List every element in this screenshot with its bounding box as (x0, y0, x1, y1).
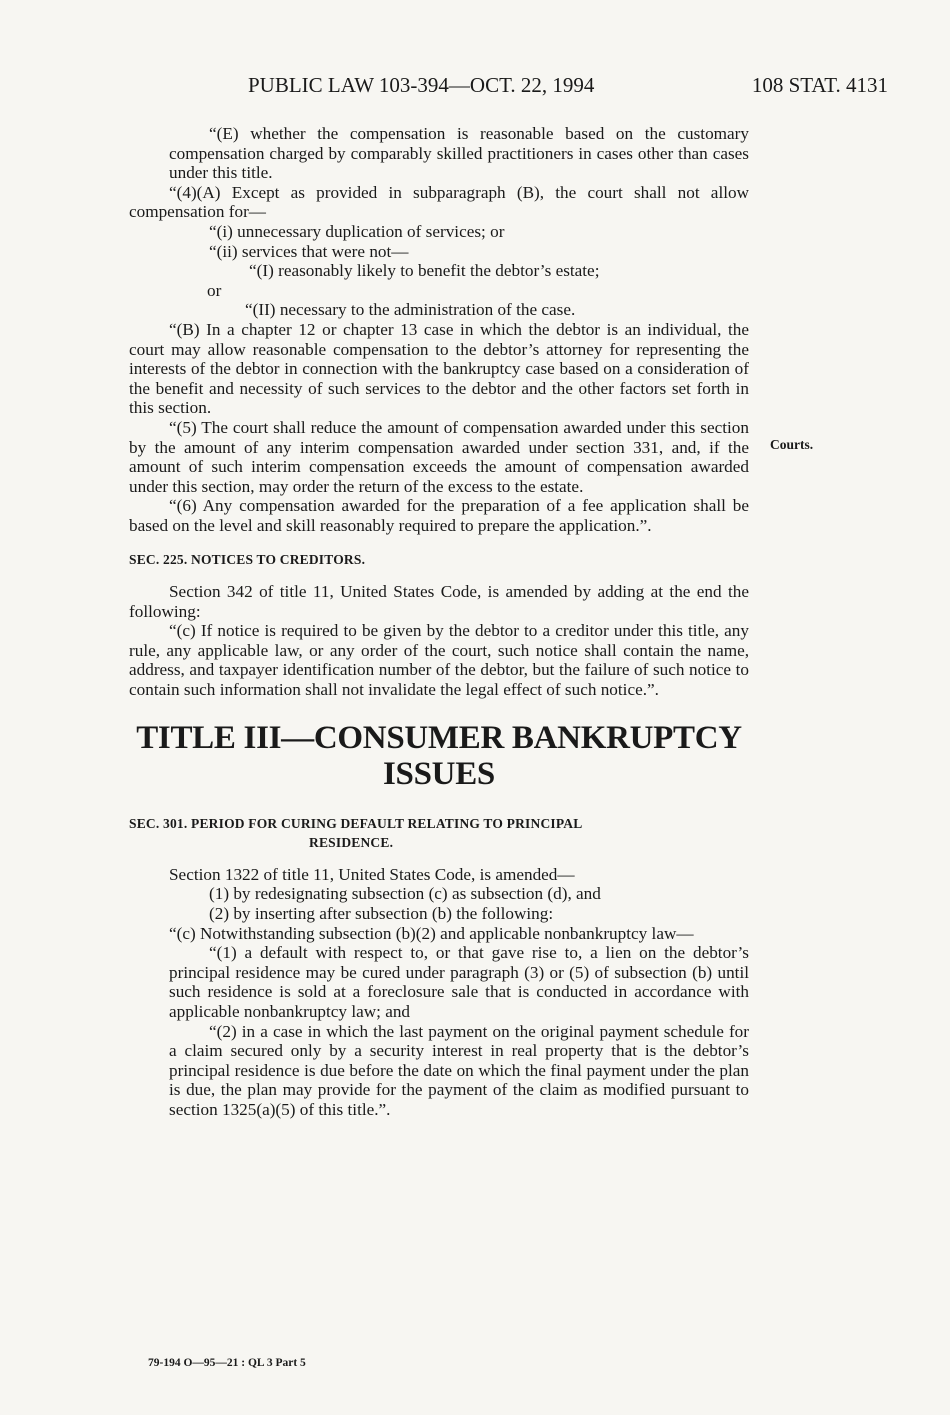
section-301-heading (129, 814, 749, 853)
section-1322-amendment: Section 1322 of title 11, United States Code, is amended— (169, 864, 575, 884)
conjunction-or: or (207, 280, 222, 300)
section-301-heading-line1: SEC. 301. PERIOD FOR CURING DEFAULT RELATING TO PRINCIPAL (129, 815, 583, 831)
title-line-2: ISSUES (383, 755, 495, 792)
clause-i: “(i) unnecessary duplication of services; or (209, 221, 505, 241)
page-header (0, 73, 950, 103)
paragraph-6: “(6) Any compensation awarded for the preparation of a fee application shall be based on the level and skill reasonably required to prepare the application.”. (129, 496, 749, 535)
amendment-item-2: (2) by inserting after subsection (b) the following: (209, 904, 554, 923)
margin-note: Courts. (770, 437, 814, 452)
subclause-I: “(I) reasonably likely to benefit the debtor’s estate; (249, 261, 600, 281)
amendment-item-1: (1) by redesignating subsection (c) as subsection (d), and (209, 884, 601, 904)
paragraph-c2: “(2) in a case in which the last payment on the original payment schedule for a claim secured only by a security interest in real property that is the debtor’s principal residence is due before the date on which the final payment under the plan is due, the plan may provide for the payment of the claim as modified pursuant to section 1325(a)(5) of this title.”. (169, 1021, 749, 1119)
section-225-heading: SEC. 225. NOTICES TO CREDITORS. (129, 552, 366, 568)
subsection-c-notwithstanding: “(c) Notwithstanding subsection (b)(2) and applicable nonbankruptcy law— (169, 923, 694, 943)
title-heading (129, 720, 749, 792)
stat-citation: 108 STAT. 4131 (751, 73, 888, 97)
page-body (129, 124, 749, 1120)
paragraph-4a: “(4)(A) Except as provided in subparagraph (B), the court shall not allow compensation for— (129, 182, 749, 222)
paragraph-c1: “(1) a default with respect to, or that gave rise to, a lien on the debtor’s principal residence may be cured under paragraph (3) or (5) of subsection (b) until such residence is sold at a foreclosure sale that is conducted in accordance with applicable nonbankruptcy law; and (169, 943, 749, 1021)
clause-ii: “(ii) services that were not— (209, 241, 409, 261)
section-342-amendment: Section 342 of title 11, United States Code, is amended by adding at the end the following: (129, 582, 749, 621)
title-line-1: TITLE III—CONSUMER BANKRUPTCY (136, 719, 742, 756)
running-head: PUBLIC LAW 103-394—OCT. 22, 1994 (248, 73, 595, 97)
print-footer: 79-194 O—95—21 : QL 3 Part 5 (148, 1357, 306, 1369)
paragraph-5: “(5) The court shall reduce the amount of compensation awarded under this section by the amount of any interim compensation awarded under section 331, and, if the amount of such interim compensation exceeds the amount of compensation awarded under this section, may order the return of the excess to the estate. (129, 417, 749, 496)
subclause-II: “(II) necessary to the administration of the case. (245, 300, 576, 320)
paragraph-4b: “(B) In a chapter 12 or chapter 13 case in which the debtor is an individual, the court may allow reasonable compensation to the debtor’s attorney for representing the interests of the debtor in connection with the bankruptcy case based on a consideration of the benefit and necessity of such services to the debtor and the other factors set forth in this section. (129, 319, 749, 418)
subsection-c-notice: “(c) If notice is required to be given by the debtor to a creditor under this title, any rule, any applicable law, or any order of the court, such notice shall contain the name, address, and taxpayer identification number of the debtor, but the failure of such notice to contain such information shall not invalidate the legal effect of such notice.”. (129, 621, 749, 700)
section-301-heading-line2: RESIDENCE. (309, 835, 394, 851)
paragraph-e: “(E) whether the compensation is reasonable based on the customary compensation charged by comparably skilled practitioners in cases other than cases under this title. (169, 124, 749, 183)
